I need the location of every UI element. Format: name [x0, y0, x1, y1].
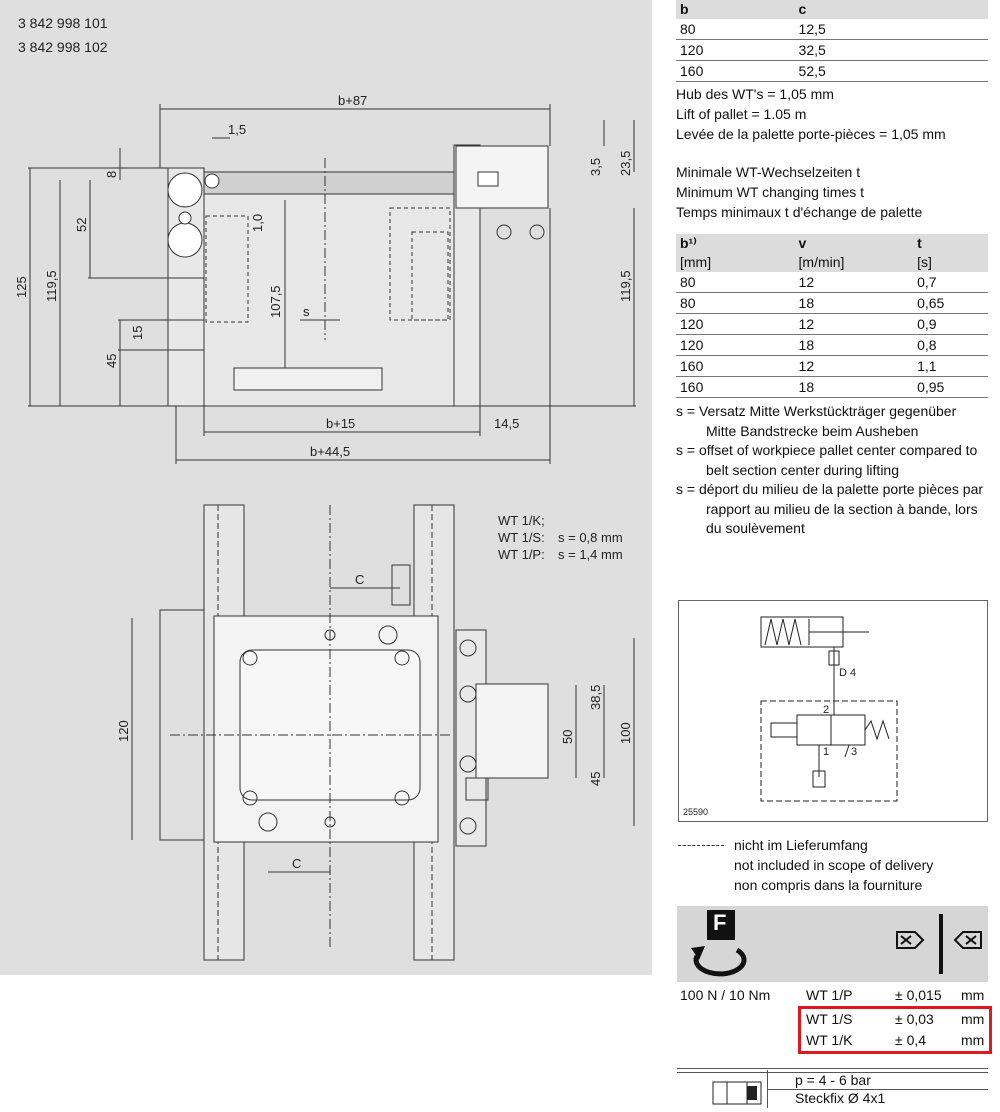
- legend-en: not included in scope of delivery: [734, 857, 934, 873]
- tol-label: WT 1/K: [806, 1032, 853, 1048]
- wt-s-label: WT 1/S:: [498, 530, 545, 545]
- cell: 32,5: [795, 40, 914, 61]
- cell: 120: [676, 314, 795, 335]
- tolerance-table: [677, 985, 988, 1073]
- torque-arrowhead-icon: [691, 946, 705, 960]
- cell: 12: [795, 314, 914, 335]
- torque-arrow-icon: [696, 950, 744, 974]
- lift-text: [676, 84, 988, 144]
- table-row: [676, 335, 988, 356]
- cell: 120: [676, 40, 795, 61]
- s-note-fr: s = déport du milieu de la palette porte pièces par rapport au milieu de la section à bande, lors du soulèvement: [676, 481, 984, 536]
- position-left-icon: [897, 932, 923, 948]
- port-3: 3: [851, 746, 858, 758]
- cell: 12,5: [795, 19, 914, 40]
- dash-dot-line-icon: [678, 845, 724, 846]
- tol-label: WT 1/S: [806, 1011, 853, 1027]
- tolerance-row: [801, 1030, 989, 1051]
- dim-23-5: 23,5: [618, 150, 633, 176]
- cell: 160: [676, 377, 795, 398]
- pressure-value: p = 4 - 6 bar: [795, 1072, 871, 1088]
- cell: 0,95: [913, 377, 988, 398]
- tol-value: ± 0,4: [895, 1032, 927, 1048]
- fitting-icon: [707, 1072, 767, 1112]
- dim-45: 45: [104, 353, 119, 368]
- dim-119-5-right: 119,5: [618, 270, 633, 302]
- lift-en: Lift of pallet = 1.05 m: [676, 106, 807, 122]
- tol-value: ± 0,03: [895, 1011, 934, 1027]
- table-row: [676, 61, 988, 82]
- tol-value: ± 0,015: [895, 987, 942, 1003]
- d4-label: D 4: [839, 667, 857, 679]
- cell: 80: [676, 19, 795, 40]
- cell: 52,5: [795, 61, 914, 82]
- min-times-en: Minimum WT changing times t: [676, 184, 865, 200]
- v-unit: [m/min]: [795, 253, 914, 272]
- fitting-value: Steckfix Ø 4x1: [795, 1090, 886, 1106]
- b-unit: [mm]: [676, 253, 795, 272]
- tol-unit: mm: [961, 1011, 985, 1027]
- v-header: v: [795, 234, 914, 253]
- b-v-t-table: [676, 234, 988, 398]
- legend-de: nicht im Lieferumfang: [734, 837, 868, 853]
- lift-de: Hub des WT's = 1,05 mm: [676, 86, 834, 102]
- table-row: [676, 293, 988, 314]
- cell: 18: [795, 377, 914, 398]
- dim-50: 50: [560, 729, 575, 744]
- force-letter: F: [713, 910, 727, 935]
- table-row: [676, 272, 988, 293]
- specs-column: [676, 0, 988, 539]
- icon-bar: [677, 906, 988, 982]
- s-notes: [676, 402, 988, 539]
- port-1: 1: [823, 746, 830, 758]
- dim-119-5-left: 119,5: [44, 270, 59, 302]
- dim-100: 100: [618, 722, 633, 744]
- s-note-de: s = Versatz Mitte Werkstückträger gegenüber Mitte Bandstrecke beim Ausheben: [676, 403, 957, 439]
- t-header: t: [913, 234, 988, 253]
- t-unit: [s]: [913, 253, 988, 272]
- wt-p-label: WT 1/P:: [498, 547, 545, 562]
- cell: 0,65: [913, 293, 988, 314]
- min-times-text: [676, 162, 988, 222]
- position-right-icon: [955, 932, 981, 948]
- b-header: b¹⁾: [676, 234, 795, 253]
- dim-b44-5: b+44,5: [310, 444, 351, 459]
- wt-k-label: WT 1/K;: [498, 513, 545, 528]
- c-header: c: [795, 0, 914, 19]
- tol-label: WT 1/P: [806, 987, 853, 1003]
- dim-120: 120: [116, 720, 131, 742]
- schematic-diagram: [679, 601, 987, 821]
- cell: 80: [676, 293, 795, 314]
- table-row: [676, 19, 988, 40]
- tolerance-row: [801, 1009, 989, 1030]
- table-row: [676, 377, 988, 398]
- dim-b87: b+87: [338, 93, 368, 108]
- cell: 12: [795, 356, 914, 377]
- wt-s-value: s = 0,8 mm: [558, 530, 623, 545]
- wt-p-value: s = 1,4 mm: [558, 547, 623, 562]
- table-row: [676, 356, 988, 377]
- side-view-drawing: [0, 0, 652, 480]
- cell: 80: [676, 272, 795, 293]
- b-header: b: [676, 0, 795, 19]
- dim-8: 8: [104, 170, 119, 178]
- dim-c-top: C: [355, 572, 365, 587]
- cell: 12: [795, 272, 914, 293]
- force-moment: 100 N / 10 Nm: [680, 987, 771, 1003]
- b-c-table: [676, 0, 988, 82]
- dim-15: 15: [130, 325, 145, 340]
- plan-view-drawing: [0, 480, 652, 975]
- lift-fr: Levée de la palette porte-pièces = 1,05 mm: [676, 126, 946, 142]
- s-note-en: s = offset of workpiece pallet center compared to belt section center during lifting: [676, 442, 978, 478]
- cell: 160: [676, 356, 795, 377]
- part-number-2: 3 842 998 102: [18, 39, 108, 55]
- table-row: [676, 40, 988, 61]
- dim-125: 125: [14, 276, 29, 298]
- cell: 160: [676, 61, 795, 82]
- dim-1-5: 1,5: [228, 122, 247, 137]
- schematic-ref: 25590: [683, 807, 709, 817]
- legend-fr: non compris dans la fourniture: [734, 877, 923, 893]
- cell: 0,9: [913, 314, 988, 335]
- port-2: 2: [823, 704, 830, 716]
- table-row: [676, 314, 988, 335]
- dim-38-5: 38,5: [588, 684, 603, 710]
- cell: 18: [795, 293, 914, 314]
- cell: 1,1: [913, 356, 988, 377]
- dim-c-bottom: C: [292, 856, 302, 871]
- pneumatic-schematic: [678, 600, 988, 822]
- cell: 0,8: [913, 335, 988, 356]
- min-times-de: Minimale WT-Wechselzeiten t: [676, 164, 861, 180]
- tol-unit: mm: [961, 987, 985, 1003]
- dim-14-5: 14,5: [494, 416, 520, 431]
- dim-45-plan: 45: [588, 771, 603, 786]
- cell: 18: [795, 335, 914, 356]
- cell: 0,7: [913, 272, 988, 293]
- dim-3-5: 3,5: [588, 157, 603, 176]
- pressure-spec: [677, 1068, 988, 1106]
- legend: [678, 835, 933, 895]
- highlight-box: [798, 1006, 992, 1054]
- dim-52: 52: [74, 217, 89, 232]
- dim-1-0: 1,0: [250, 213, 265, 232]
- tol-unit: mm: [961, 1032, 985, 1048]
- tolerance-row: [677, 985, 988, 1006]
- min-times-fr: Temps minimaux t d'échange de palette: [676, 204, 923, 220]
- part-number-1: 3 842 998 101: [18, 15, 108, 31]
- dim-107-5: 107,5: [268, 285, 283, 318]
- divider-bar: [939, 914, 943, 974]
- cell: 120: [676, 335, 795, 356]
- dim-b15: b+15: [326, 416, 356, 431]
- dim-s: s: [303, 304, 310, 319]
